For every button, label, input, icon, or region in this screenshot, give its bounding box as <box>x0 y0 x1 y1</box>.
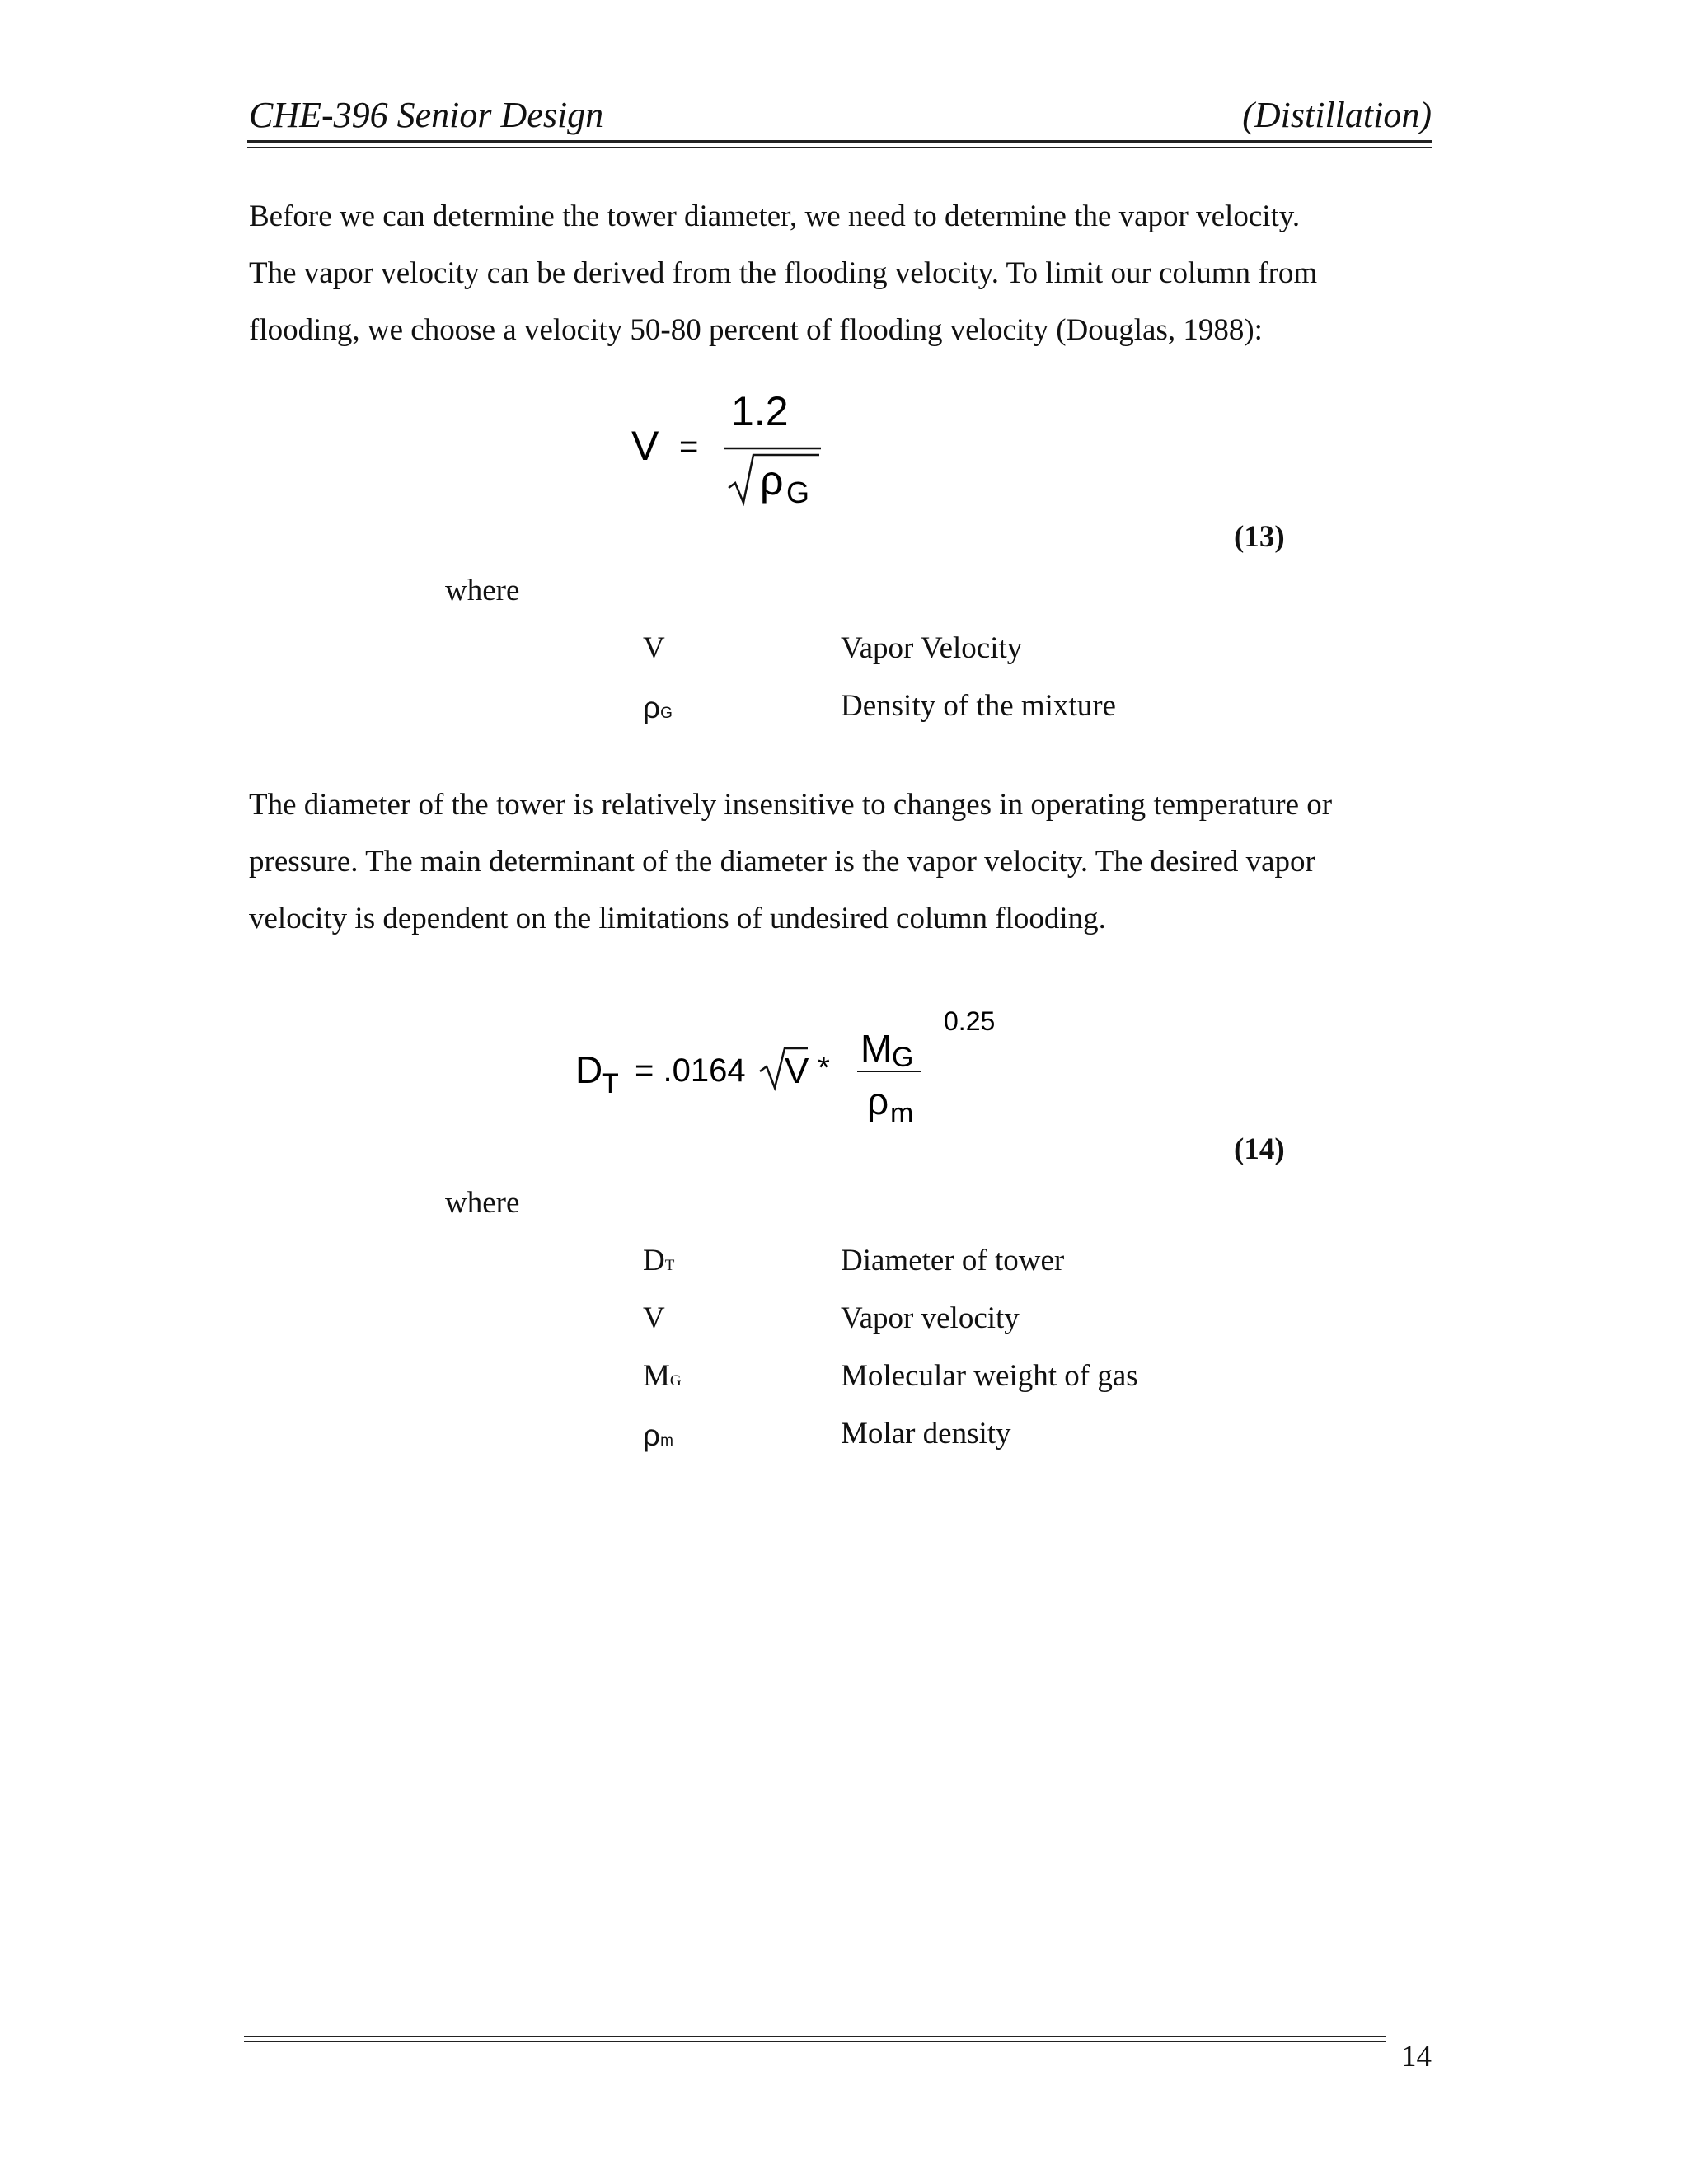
variable-definition: Density of the mixture <box>841 689 1116 723</box>
header-rule-bottom <box>247 147 1432 148</box>
paragraph-diameter <box>249 776 1444 947</box>
variable-symbol: ρG <box>643 691 673 724</box>
where-label: where <box>445 574 520 607</box>
header-section: (Distillation) <box>1242 95 1432 135</box>
variable-symbol: DT <box>643 1244 675 1277</box>
eq13-den-sub: G <box>786 476 810 509</box>
eq14-den-sub: m <box>890 1098 914 1129</box>
eq14-num-sub: G <box>892 1042 914 1073</box>
paragraph-line: pressure. The main determinant of the diameter is the vapor velocity. The desired vapor <box>249 845 1315 879</box>
paragraph-line: The diameter of the tower is relatively insensitive to changes in operating temperature or <box>249 788 1333 822</box>
header-title: CHE-396 Senior Design <box>249 95 604 135</box>
paragraph-intro <box>249 188 1444 359</box>
where-label: where <box>445 1186 520 1220</box>
eq14-sqrt-arg: V <box>785 1051 809 1091</box>
footer-rule-bottom <box>244 2041 1386 2042</box>
equation-number-14: (14) <box>1234 1132 1285 1166</box>
paragraph-line: Before we can determine the tower diameter, we need to determine the vapor velocity. <box>249 199 1301 233</box>
eq14-lhs-sub: T <box>602 1068 619 1099</box>
eq14-lhs: D <box>575 1048 603 1091</box>
eq13-den-symbol: ρ <box>760 457 784 504</box>
variable-definition: Vapor Velocity <box>841 631 1023 665</box>
equation-14 <box>569 997 1014 1137</box>
eq14-exponent: 0.25 <box>944 1006 996 1036</box>
equation-number-13: (13) <box>1234 520 1285 554</box>
variable-definition: Molecular weight of gas <box>841 1359 1138 1393</box>
page-number: 14 <box>1401 2040 1432 2074</box>
paragraph-line: velocity is dependent on the limitations of undesired column flooding. <box>249 902 1106 935</box>
paragraph-line: flooding, we choose a velocity 50-80 percent of flooding velocity (Douglas, 1988): <box>249 313 1263 347</box>
variable-definition: Diameter of tower <box>841 1244 1065 1277</box>
eq13-lhs: V <box>631 423 659 469</box>
variable-symbol: MG <box>643 1359 682 1393</box>
variable-symbol: V <box>643 1301 665 1335</box>
header-rule-top <box>247 140 1432 143</box>
variable-definition: Vapor velocity <box>841 1301 1020 1335</box>
eq14-num-symbol: M <box>860 1027 893 1070</box>
eq13-numerator: 1.2 <box>731 388 789 434</box>
variable-symbol: V <box>643 631 665 665</box>
eq14-den-symbol: ρ <box>867 1080 889 1122</box>
eq13-equals: = <box>679 429 699 465</box>
eq14-times: * <box>818 1051 830 1085</box>
variable-symbol: ρm <box>643 1418 673 1452</box>
paragraph-line: The vapor velocity can be derived from the flooding velocity. To limit our column from <box>249 256 1318 290</box>
equation-13 <box>610 387 849 519</box>
variable-definition: Molar density <box>841 1417 1011 1451</box>
eq14-coefficient: = .0164 <box>635 1052 746 1089</box>
footer-rule-top <box>244 2036 1386 2037</box>
